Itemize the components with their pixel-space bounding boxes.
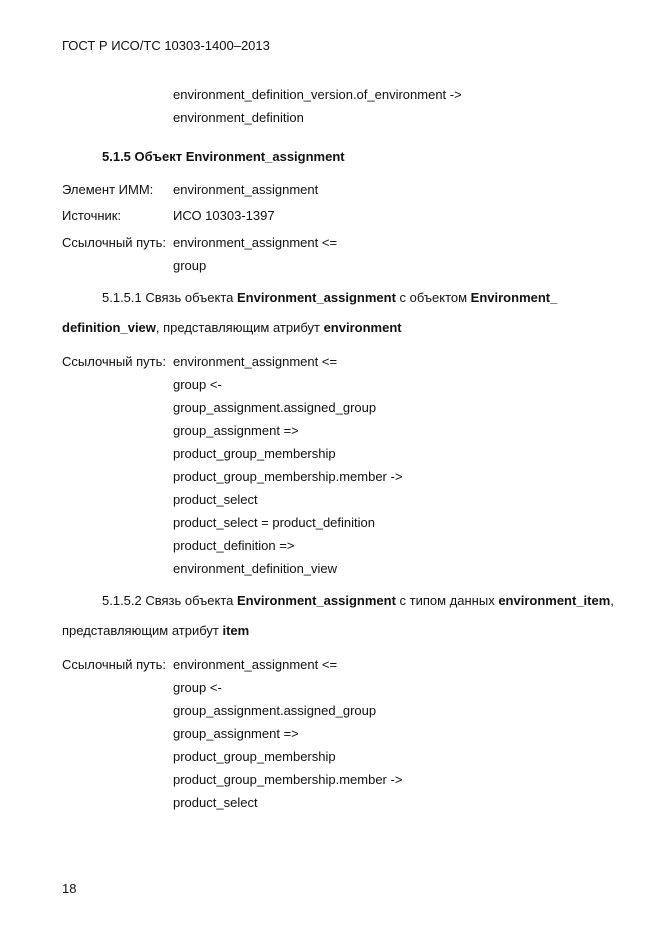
path-line: group <-: [173, 680, 222, 695]
path-line: environment_assignment <=: [173, 354, 338, 369]
path-line: product_select: [173, 492, 258, 507]
path-line: group <-: [173, 377, 222, 392]
path-line: product_select: [173, 795, 258, 810]
subsection-2-title: 5.1.5.2 Связь объекта Environment_assignment с типом данных environment_item,: [102, 593, 614, 608]
subsection-1-title: 5.1.5.1 Связь объекта Environment_assignment с объектом Environment_: [102, 290, 558, 305]
field-label: Источник:: [62, 208, 122, 223]
document-header: ГОСТ Р ИСО/ТС 10303-1400–2013: [62, 38, 270, 53]
path-line: environment_definition: [173, 110, 304, 125]
path-line: product_group_membership.member ->: [173, 772, 403, 787]
page-number: 18: [62, 881, 77, 896]
path-line: product_group_membership: [173, 446, 336, 461]
path-line: group_assignment.assigned_group: [173, 703, 377, 718]
subsection-1-title-cont: definition_view, представляющим атрибут environment: [62, 320, 402, 335]
section-heading: 5.1.5 Объект Environment_assignment: [102, 149, 345, 164]
path-line: group_assignment =>: [173, 726, 299, 741]
field-value: ИСО 10303-1397: [173, 208, 275, 223]
path-line: product_group_membership: [173, 749, 336, 764]
path-line: group_assignment.assigned_group: [173, 400, 377, 415]
field-label: Элемент ИММ:: [62, 182, 154, 197]
path-line: product_select = product_definition: [173, 515, 375, 530]
field-value: environment_assignment: [173, 182, 319, 197]
path-line: product_definition =>: [173, 538, 295, 553]
path-line: environment_definition_view: [173, 561, 338, 576]
field-value: environment_assignment <=: [173, 235, 338, 250]
field-value: group: [173, 258, 207, 273]
subsection-2-title-cont: представляющим атрибут item: [62, 623, 250, 638]
path-label: Ссылочный путь:: [62, 354, 166, 369]
path-line: product_group_membership.member ->: [173, 469, 403, 484]
path-label: Ссылочный путь:: [62, 657, 166, 672]
path-line: environment_assignment <=: [173, 657, 338, 672]
path-line: environment_definition_version.of_environment ->: [173, 87, 462, 102]
field-label: Ссылочный путь:: [62, 235, 166, 250]
path-line: group_assignment =>: [173, 423, 299, 438]
